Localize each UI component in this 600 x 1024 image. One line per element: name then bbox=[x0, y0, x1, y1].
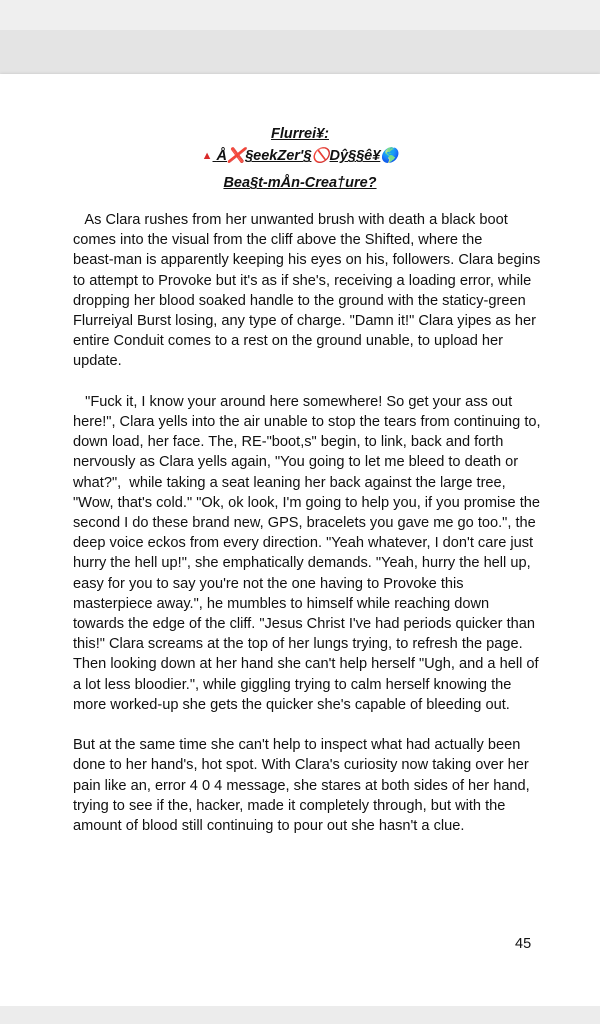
text-line: deep voice eckos from every direction. "Yeah whatever, I don't care just bbox=[73, 535, 534, 552]
body-text bbox=[73, 210, 545, 856]
text-line: comes into the visual from the cliff above the Shifted, where the bbox=[73, 232, 483, 249]
text-line: to attempt to Provoke but it's as if she's, receiving a loading error, while bbox=[73, 272, 532, 289]
text-line: amount of blood still continuing to pour out she hasn't a clue. bbox=[73, 818, 465, 835]
heading-text-dysseys: Dŷ§§ê¥ bbox=[329, 148, 381, 164]
text-line: a lot less bloodier.", while giggling trying to calm herself knowing the bbox=[73, 676, 512, 693]
text-line: "Wow, that's cold." "Ok, ok look, I'm going to help you, if you promise the bbox=[73, 494, 540, 511]
text-line: pain like an, error 4 0 4 message, she stares at both sides of her hand, bbox=[73, 777, 530, 794]
text-line: dropping her blood soaked handle to the ground with the staticy-green bbox=[73, 292, 526, 309]
paragraph bbox=[73, 210, 545, 372]
text-line: more worked-up she gets the quicker she's capable of bleeding out. bbox=[73, 696, 510, 713]
text-line: masterpiece away.", he mumbles to himself while reaching down bbox=[73, 595, 490, 612]
text-line: As Clara rushes from her unwanted brush with death a black boot bbox=[73, 212, 508, 228]
text-line: Then looking down at her hand she can't help herself "Ugh, and a hell of bbox=[73, 656, 539, 673]
paragraph bbox=[73, 392, 545, 715]
text-line: nervously as Clara yells again, "You going to let me bleed to death or bbox=[73, 454, 519, 471]
text-line: this!" Clara screams at the top of her lungs trying, to refresh the page. bbox=[73, 636, 523, 653]
text-line: second I do these brand new, GPS, bracelets you gave me go too.", the bbox=[73, 515, 536, 532]
text-line: down load, her face. The, RE-"boot,s" begin, to link, back and forth bbox=[73, 434, 504, 451]
text-line: towards the edge of the cliff. "Jesus Christ I've had periods quicker than bbox=[73, 616, 535, 633]
text-line: trying to see if the, hacker, made it completely through, but with the bbox=[73, 797, 506, 814]
text-line: But at the same time she can't help to inspect what had actually been bbox=[73, 737, 521, 754]
document-page bbox=[0, 74, 600, 1006]
viewer-bottom-bar bbox=[0, 1006, 600, 1024]
page-number: 45 bbox=[515, 936, 532, 952]
text-line: beast-man is apparently keeping his eyes on his, followers. Clara begins bbox=[73, 252, 541, 269]
text-line: here!", Clara yells into the air unable to stop the tears from continuing to, bbox=[73, 414, 541, 431]
prohibited-icon: 🚫 bbox=[311, 148, 330, 164]
cross-mark-icon: ❌ bbox=[227, 148, 246, 164]
heading-text-seekzers: §eekZer'§ bbox=[245, 148, 312, 164]
red-triangle-icon: ▲ bbox=[201, 150, 213, 162]
viewer-page-gap bbox=[0, 30, 600, 74]
text-line: "Fuck it, I know your around here somewhere! So get your ass out bbox=[73, 393, 513, 410]
globe-icon: 🌎 bbox=[380, 148, 399, 164]
heading-text-a: Å bbox=[216, 148, 228, 164]
text-line: done to her hand's, hot spot. With Clara's curiosity now taking over her bbox=[73, 757, 529, 774]
text-line: what?", while taking a seat leaning her back against the large tree, bbox=[73, 474, 506, 491]
text-line: easy for you to say you're not the one having to Provoke this bbox=[73, 575, 464, 592]
chapter-heading-line-2 bbox=[0, 147, 600, 164]
text-line: Flurreiyal Burst losing, any type of charge. "Damn it!" Clara yipes as her bbox=[73, 313, 536, 330]
chapter-heading-line-3: Bea§t-mÅn-Crea†ure? bbox=[223, 175, 377, 191]
chapter-heading-line-1: Flurrei¥: bbox=[270, 126, 329, 142]
text-line: entire Conduit comes to a rest on the ground unable, to upload her bbox=[73, 333, 503, 350]
viewer-top-bar bbox=[0, 0, 600, 30]
text-line: hurry the hell up!", she emphatically demands. "Yeah, hurry the hell up, bbox=[73, 555, 531, 572]
paragraph bbox=[73, 735, 545, 836]
text-line: update. bbox=[73, 353, 122, 370]
